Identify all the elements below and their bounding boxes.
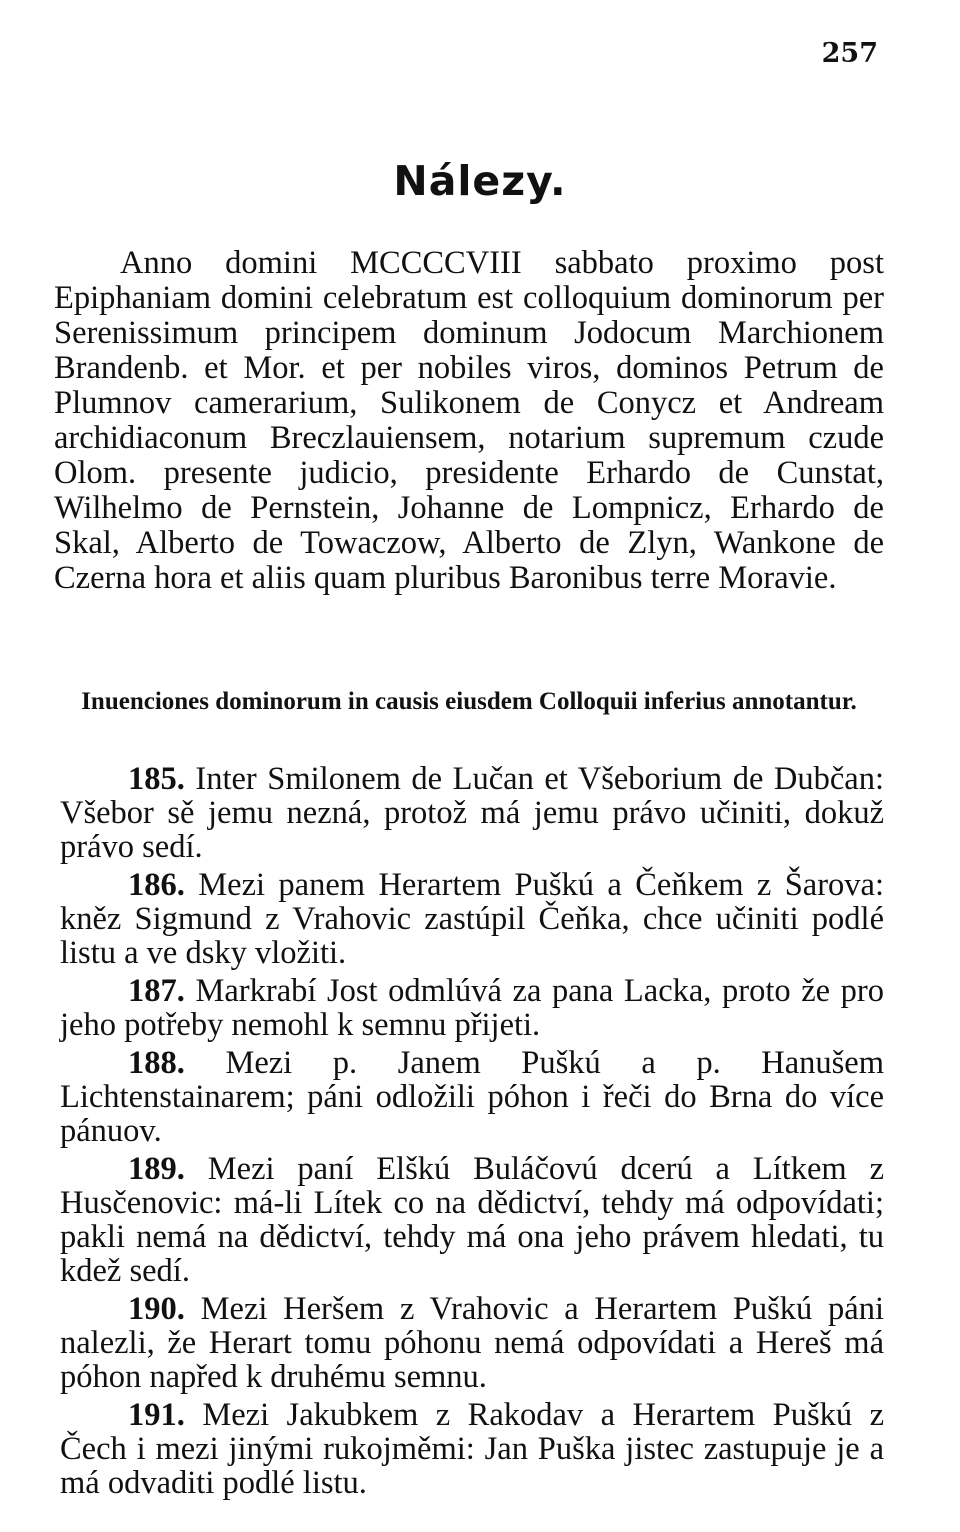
entry-text: Mezi p. Janem Puškú a p. Hanušem Lichtenstainarem; páni odložili póhon i řeči do Brna do více pánuov. — [60, 1045, 884, 1149]
entry-number: 185. — [128, 761, 185, 797]
entry-186 — [60, 868, 884, 970]
entry-185 — [60, 762, 884, 864]
entry-187 — [60, 974, 884, 1042]
entry-text: Mezi Heršem z Vrahovic a Herartem Puškú páni nalezli, že Herart tomu póhonu nemá odpovídati a Hereš má póhon napřed k druhému semnu. — [60, 1291, 885, 1395]
entry-number: 188. — [128, 1045, 185, 1081]
entry-188 — [60, 1046, 884, 1148]
entry-189 — [60, 1152, 884, 1288]
entry-list — [60, 762, 884, 1504]
entry-text: Markrabí Jost odmlúvá za pana Lacka, proto že pro jeho potřeby nemohl k semnu přijeti. — [60, 973, 884, 1043]
section-subheading: Inuenciones dominorum in causis eiusdem Colloquii inferius annotantur. — [81, 688, 857, 715]
entry-text: Mezi paní Elškú Buláčovú dcerú a Lítkem z Husčenovic: má-li Lítek co na dědictví, tehdy má odpovídati; pakli nemá na dědictví, tehdy má ona jeho právem hledati, tu kdež sedí. — [60, 1151, 885, 1289]
entry-text: Mezi Jakubkem z Rakodav a Herartem Puškú z Čech i mezi jinými rukojměmi: Jan Puška jistec zastupuje je a má odvaditi podlé listu. — [60, 1397, 885, 1501]
entry-number: 187. — [128, 973, 185, 1009]
entry-190 — [60, 1292, 884, 1394]
entry-191 — [60, 1398, 884, 1500]
entry-number: 191. — [128, 1397, 185, 1433]
entry-text: Inter Smilonem de Lučan et Všeborium de Dubčan: Všebor sě jemu nezná, protož má jemu právo učiniti, dokuž právo sedí. — [60, 761, 884, 865]
entry-text: Mezi panem Herartem Puškú a Čeňkem z Šarova: kněz Sigmund z Vrahovic zastúpil Čeňka, chce učiniti podlé listu a ve dsky vložiti. — [60, 867, 885, 971]
intro-paragraph: Anno domini MCCCCVIII sabbato proximo post Epiphaniam domini celebratum est colloquium dominorum per Serenissimum principem dominum Jodocum Marchionem Brandenb. et Mor. et per nobiles viros, dominos Petrum de Plumnov camerarium, Sulikonem de Conycz et Andream archidiaconum Breczlauiensem, notarium supremum czude Olom. presente judicio, presidente Erhardo de Cunstat, Wilhelmo de Pernstein, Johanne de Lompnicz, Erhardo de Skal, Alberto de Towaczow, Alberto de Zlyn, Wankone de Czerna hora et aliis quam pluribus Baronibus terre Moravie. — [54, 245, 884, 596]
entry-number: 186. — [128, 867, 185, 903]
entry-number: 190. — [128, 1291, 185, 1327]
entry-number: 189. — [128, 1151, 185, 1187]
page-title: Nálezy. — [393, 157, 567, 205]
page-number: 257 — [821, 38, 878, 69]
